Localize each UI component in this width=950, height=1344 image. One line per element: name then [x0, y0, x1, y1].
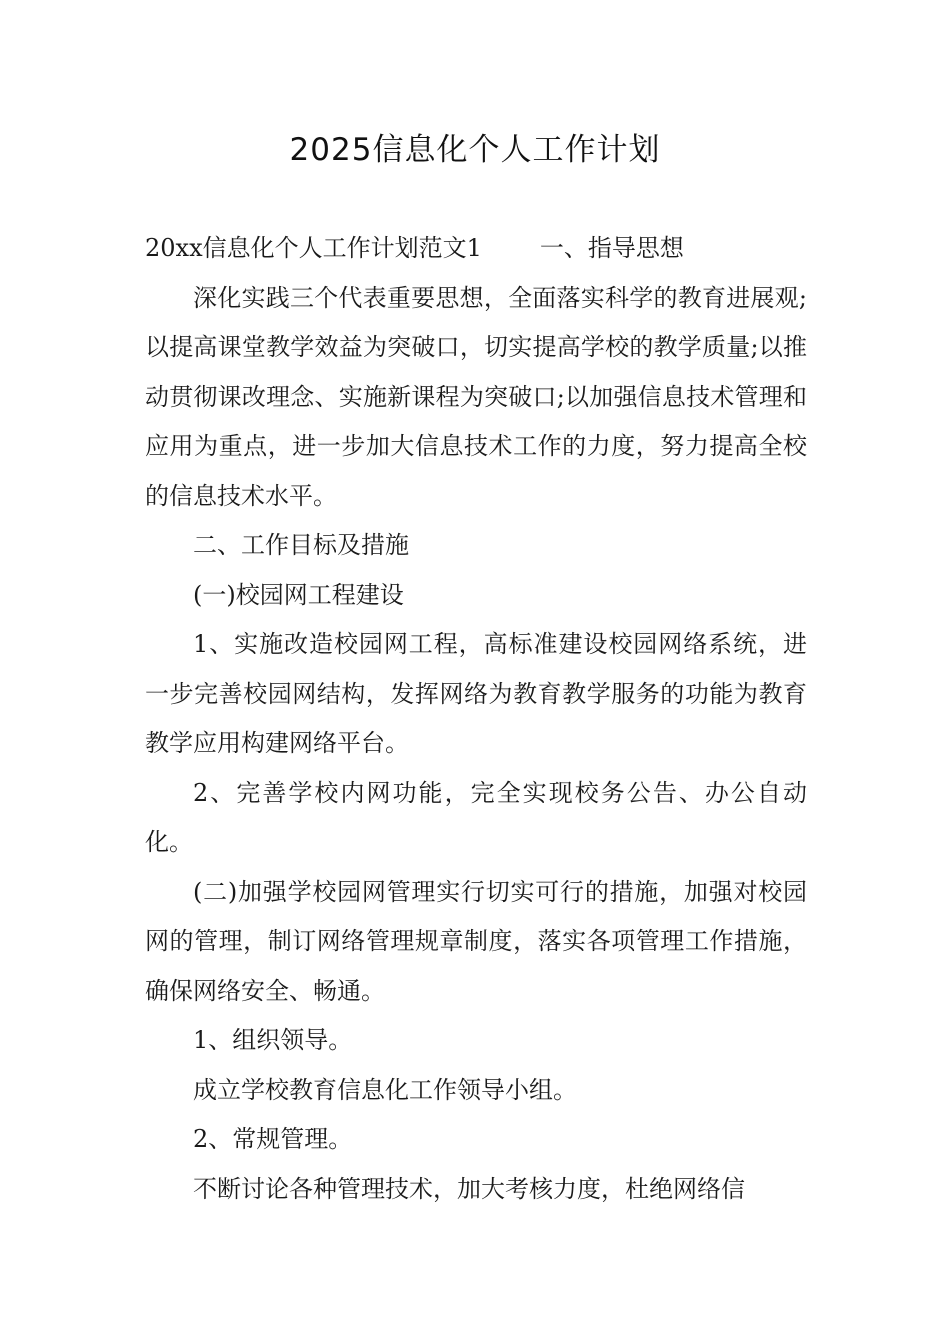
document-title: 2025信息化个人工作计划	[289, 132, 661, 168]
paragraph-item-1: 1、实施改造校园网工程，高标准建设校园网络系统，进一步完善校园网结构，发挥网络为教育教学服务的功能为教育教学应用构建网络平台。	[145, 630, 807, 757]
paragraph-routine-management: 2、常规管理。	[193, 1125, 353, 1153]
paragraph-management-techniques: 不断讨论各种管理技术，加大考核力度，杜绝网络信	[193, 1174, 745, 1203]
lead-line	[145, 224, 807, 274]
paragraph-guiding-idea: 深化实践三个代表重要思想，全面落实科学的教育进展观;以提高课堂教学效益为突破口，切实提高学校的教学质量;以推动贯彻课改理念、实施新课程为突破口;以加强信息技术管理和应用为重点，进一步加大信息技术工作的力度，努力提高全校的信息技术水平。	[145, 283, 807, 510]
paragraph-item-2: 2、完善学校内网功能，完全实现校务公告、办公自动化。	[145, 778, 807, 856]
section-heading-goals: 二、工作目标及措施	[193, 531, 409, 559]
paragraph-leadership-group: 成立学校教育信息化工作领导小组。	[193, 1075, 577, 1104]
subsection-heading-campus-network: (一)校园网工程建设	[193, 580, 404, 609]
section-heading-guiding-idea: 一、指导思想	[539, 234, 684, 262]
paragraph-organization: 1、组织领导。	[193, 1026, 353, 1054]
paragraph-network-management: (二)加强学校园网管理实行切实可行的措施，加强对校园网的管理，制订网络管理规章制度，落实各项管理工作措施，确保网络安全、畅通。	[145, 877, 807, 1005]
document-body	[145, 224, 807, 1214]
lead-heading: 20xx信息化个人工作计划范文1	[145, 234, 482, 262]
